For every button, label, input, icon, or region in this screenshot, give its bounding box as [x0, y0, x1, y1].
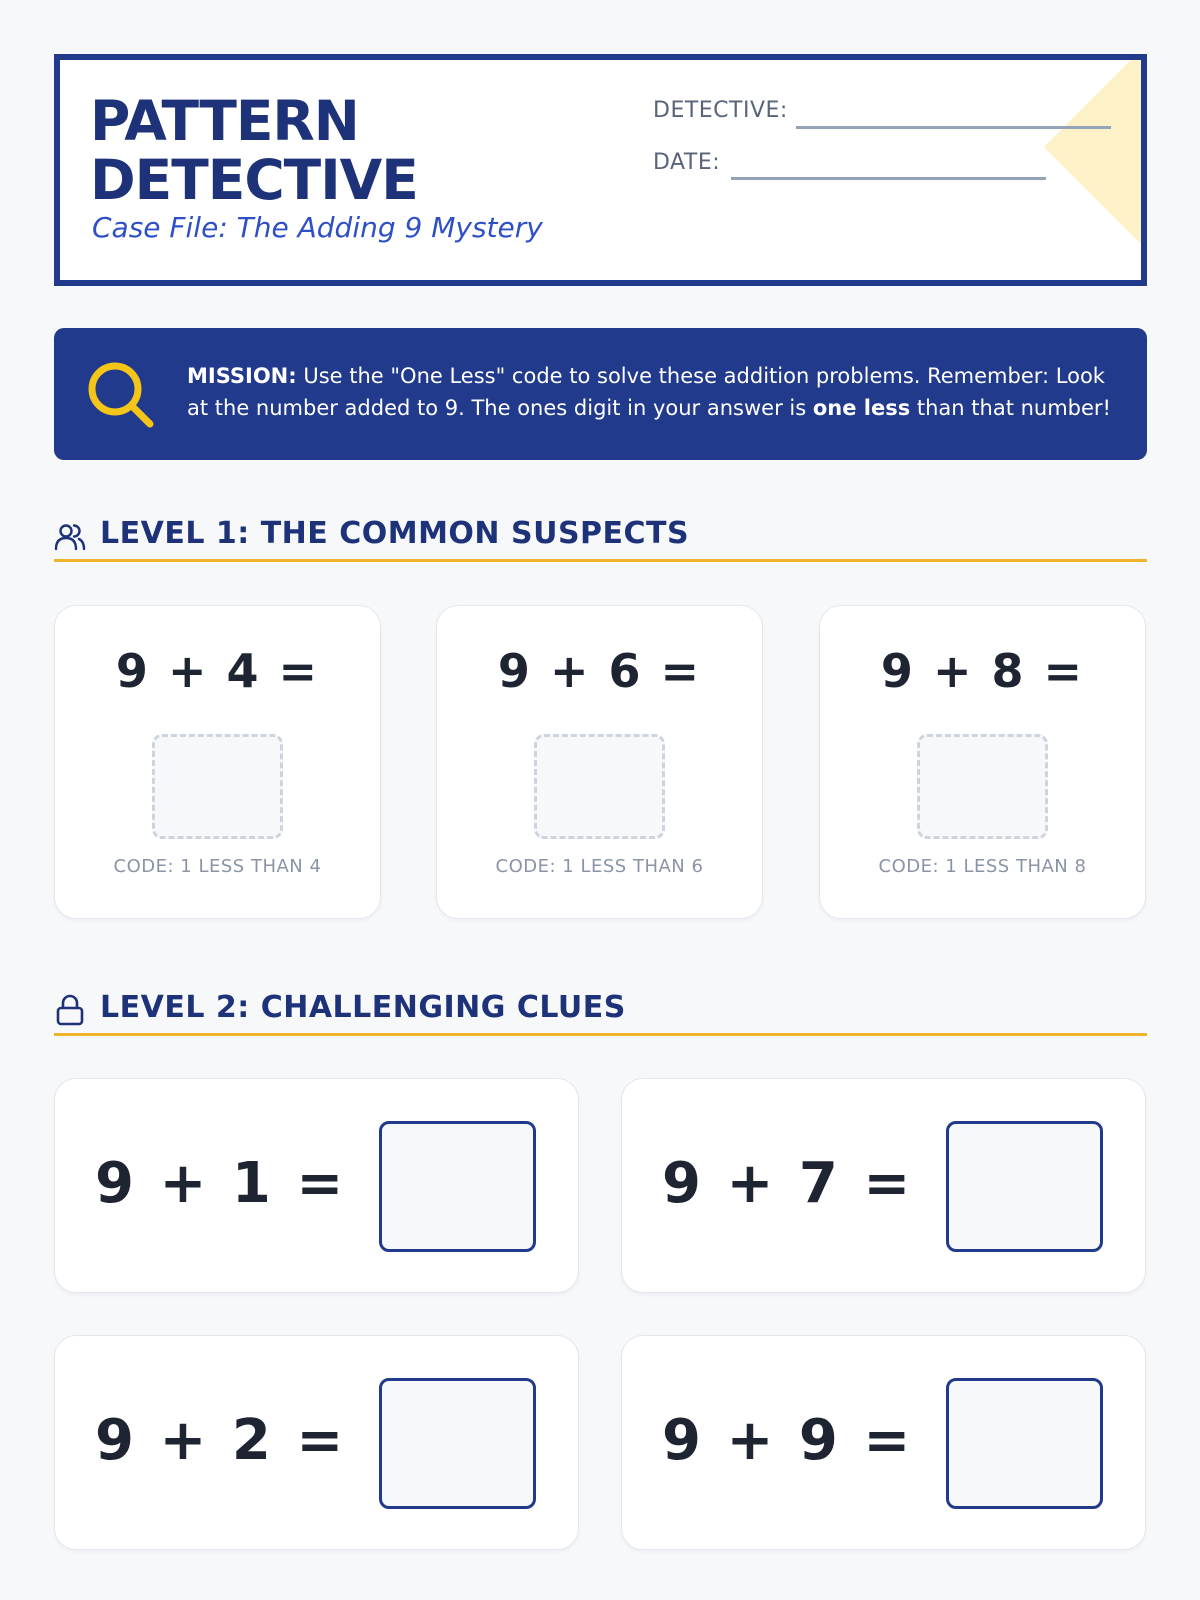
level-1-title: LEVEL 1: THE COMMON SUSPECTS [100, 516, 690, 551]
equation: 9 + 8 = [880, 644, 1085, 698]
hint-text: CODE: 1 LESS THAN 6 [495, 856, 704, 877]
equation: 9 + 4 = [115, 644, 320, 698]
users-icon [54, 520, 86, 552]
level-2-title: LEVEL 2: CHALLENGING CLUES [100, 990, 626, 1025]
title-line-1: PATTERN [90, 89, 359, 153]
mission-lead: MISSION: [187, 364, 297, 388]
detective-label: DETECTIVE: [653, 98, 788, 123]
hint-text: CODE: 1 LESS THAN 8 [878, 856, 1087, 877]
level-2-heading [54, 990, 1147, 1036]
answer-box[interactable] [379, 1378, 536, 1509]
equation: 9 + 6 = [497, 644, 702, 698]
decorative-diamond [1044, 54, 1147, 253]
answer-box[interactable] [534, 734, 665, 839]
date-label: DATE: [653, 150, 721, 175]
problem-card [819, 605, 1146, 919]
answer-box[interactable] [379, 1121, 536, 1252]
problem-card [54, 1335, 579, 1550]
equation: 9 + 1 = [95, 1151, 347, 1216]
answer-box[interactable] [946, 1121, 1103, 1252]
answer-box[interactable] [152, 734, 283, 839]
mission-text [187, 360, 1122, 424]
mission-emphasis: one less [812, 396, 911, 420]
equation: 9 + 9 = [662, 1408, 914, 1473]
answer-box[interactable] [917, 734, 1048, 839]
level-1-heading [54, 516, 1147, 562]
magnifying-glass-icon [84, 358, 156, 430]
page-title [90, 89, 418, 212]
date-field[interactable] [731, 177, 1046, 180]
problem-card [621, 1335, 1146, 1550]
equation: 9 + 2 = [95, 1408, 347, 1473]
answer-box[interactable] [946, 1378, 1103, 1509]
mission-text-part2: than that number! [910, 396, 1111, 420]
detective-name-field[interactable] [796, 126, 1111, 129]
lock-icon [54, 994, 86, 1026]
problem-card [54, 605, 381, 919]
problem-card [54, 1078, 579, 1293]
problem-card [621, 1078, 1146, 1293]
worksheet-header [54, 54, 1147, 286]
page-subtitle: Case File: The Adding 9 Mystery [92, 211, 543, 244]
equation: 9 + 7 = [662, 1151, 914, 1216]
title-line-2: DETECTIVE [90, 148, 418, 212]
problem-card [436, 605, 763, 919]
hint-text: CODE: 1 LESS THAN 4 [113, 856, 322, 877]
mission-text-part1: Use the "One Less" code to solve these addition problems. Remember: Look at the number added to 9. The ones digit in your answer is [187, 364, 1105, 420]
mission-box [54, 328, 1147, 460]
